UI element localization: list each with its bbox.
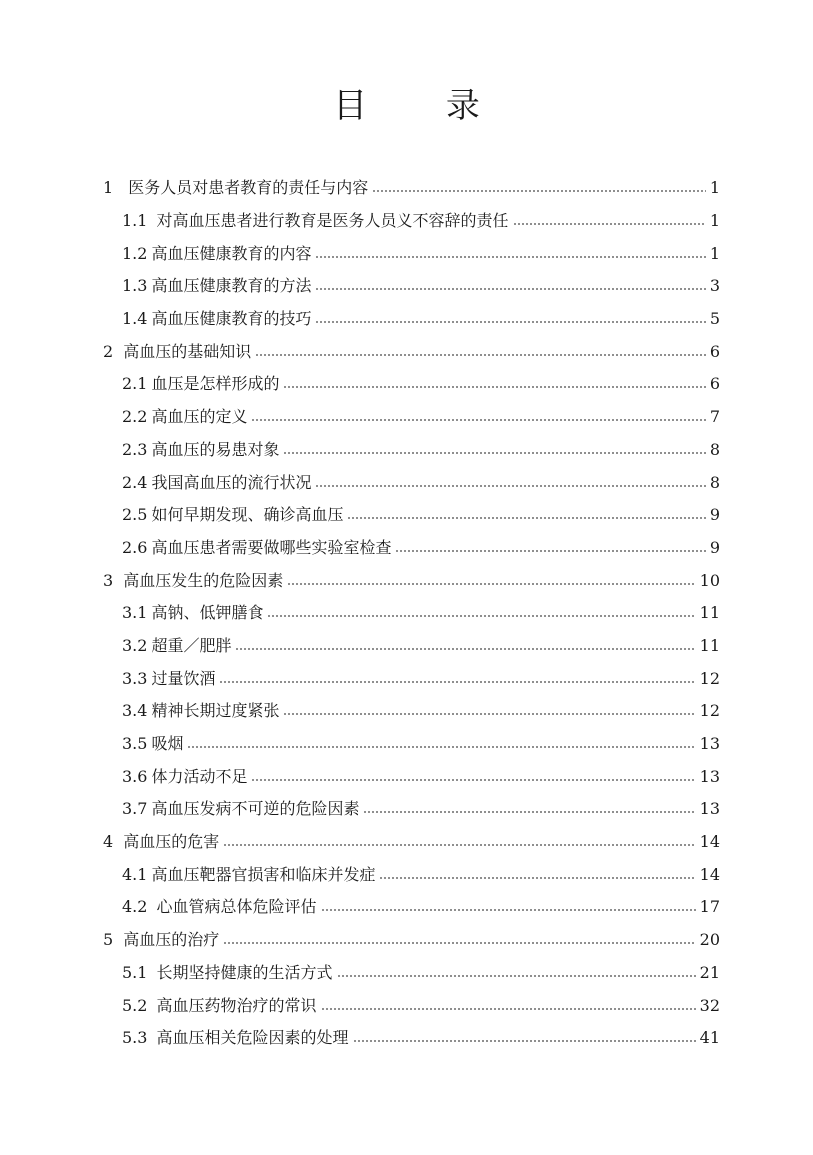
toc-entry-number: 2.6 — [122, 537, 148, 557]
toc-section-entry[interactable] — [0, 401, 720, 434]
toc-entry-title: 高血压健康教育的技巧 — [151, 309, 312, 329]
toc-section-entry[interactable] — [0, 270, 720, 303]
toc-section-entry[interactable] — [0, 728, 720, 761]
toc-entry-number: 5.2 — [122, 995, 153, 1015]
dot-leader — [395, 550, 705, 552]
dot-leader — [363, 811, 695, 813]
dot-leader — [347, 517, 705, 519]
toc-entry-number: 2.1 — [122, 374, 148, 394]
toc-entry-title: 高血压的定义 — [151, 407, 248, 427]
toc-entry-title: 高血压的易患对象 — [151, 439, 280, 459]
toc-page-number: 5 — [709, 309, 720, 329]
toc-entry-number: 2.5 — [122, 505, 148, 525]
toc-page-number: 9 — [709, 505, 720, 525]
toc-entry-title: 高血压药物治疗的常识 — [156, 995, 317, 1015]
toc-entry-title: 长期坚持健康的生活方式 — [156, 962, 333, 982]
toc-page-number: 8 — [709, 472, 720, 492]
toc-section-entry[interactable] — [0, 957, 720, 990]
toc-entry-title: 高钠、低钾膳食 — [151, 603, 264, 623]
toc-entry-title: 对高血压患者进行教育是医务人员义不容辞的责任 — [156, 211, 509, 231]
toc-section-entry[interactable] — [0, 368, 720, 401]
dot-leader — [219, 681, 695, 683]
toc-entry-number: 3.6 — [122, 766, 148, 786]
toc-chapter-entry[interactable] — [0, 564, 720, 597]
toc-entry-number: 5.1 — [122, 962, 153, 982]
toc-page-number: 9 — [709, 537, 720, 557]
toc-entry-number: 4.1 — [122, 864, 148, 884]
toc-entry-number: 4.2 — [122, 897, 153, 917]
toc-entry-title: 高血压患者需要做哪些实验室检查 — [151, 537, 392, 557]
toc-page-number: 10 — [699, 570, 720, 590]
toc-entry-title: 超重／肥胖 — [151, 635, 232, 655]
toc-entry-title: 高血压的治疗 — [123, 930, 220, 950]
toc-chapter-entry[interactable] — [0, 335, 720, 368]
dot-leader — [315, 288, 705, 290]
toc-section-entry[interactable] — [0, 597, 720, 630]
toc-page-number: 6 — [709, 341, 720, 361]
dot-leader — [283, 452, 705, 454]
dot-leader — [315, 485, 705, 487]
toc-entry-number: 2.4 — [122, 472, 148, 492]
toc-entry-title: 我国高血压的流行状况 — [151, 472, 312, 492]
toc-entry-title: 精神长期过度紧张 — [151, 701, 280, 721]
toc-section-entry[interactable] — [0, 760, 720, 793]
toc-entry-number: 1.2 — [122, 243, 148, 263]
toc-page-number: 1 — [709, 178, 720, 198]
toc-entry-number: 3 — [103, 570, 114, 590]
toc-page-number: 17 — [699, 897, 720, 917]
toc-entry-title: 过量饮酒 — [151, 668, 216, 688]
dot-leader — [353, 1040, 696, 1042]
toc-page-number: 21 — [699, 962, 720, 982]
toc-entry-title: 吸烟 — [151, 734, 184, 754]
toc-entry-title: 高血压相关危险因素的处理 — [156, 1028, 349, 1048]
toc-page-number: 41 — [699, 1028, 720, 1048]
toc-page-number: 14 — [699, 832, 720, 852]
toc-entry-number: 3.7 — [122, 799, 148, 819]
toc-entry-number: 3.2 — [122, 635, 148, 655]
toc-chapter-entry[interactable] — [0, 826, 720, 859]
toc-page-number: 3 — [709, 276, 720, 296]
dot-leader — [321, 909, 696, 911]
toc-page-number: 6 — [709, 374, 720, 394]
toc-entry-title: 高血压健康教育的内容 — [151, 243, 312, 263]
toc-entry-title: 体力活动不足 — [151, 766, 248, 786]
toc-section-entry[interactable] — [0, 858, 720, 891]
toc-entry-number: 4 — [103, 832, 114, 852]
toc-entry-number: 1.1 — [122, 211, 153, 231]
toc-page-number: 13 — [699, 766, 720, 786]
toc-page-number: 8 — [709, 439, 720, 459]
dot-leader — [287, 583, 695, 585]
toc-chapter-entry[interactable] — [0, 924, 720, 957]
toc-entry-title: 心血管病总体危险评估 — [156, 897, 317, 917]
toc-entry-number: 2.2 — [122, 407, 148, 427]
toc-section-entry[interactable] — [0, 662, 720, 695]
toc-page-number: 14 — [699, 864, 720, 884]
dot-leader — [223, 844, 695, 846]
toc-entry-title: 血压是怎样形成的 — [151, 374, 280, 394]
toc-page-number: 13 — [699, 734, 720, 754]
toc-entry-number: 1 — [103, 178, 119, 198]
toc-page-number: 1 — [709, 243, 720, 263]
toc-section-entry[interactable] — [0, 891, 720, 924]
toc-page-number: 11 — [699, 603, 720, 623]
dot-leader — [251, 779, 695, 781]
dot-leader — [379, 877, 695, 879]
toc-entry-title: 高血压靶器官损害和临床并发症 — [151, 864, 376, 884]
toc-page-number: 32 — [699, 995, 720, 1015]
toc-page-number: 7 — [709, 407, 720, 427]
table-of-contents — [0, 172, 813, 1055]
toc-section-entry[interactable] — [0, 466, 720, 499]
dot-leader — [283, 386, 705, 388]
toc-section-entry[interactable] — [0, 237, 720, 270]
dot-leader — [315, 256, 705, 258]
toc-entry-title: 如何早期发现、确诊高血压 — [151, 505, 344, 525]
toc-entry-number: 3.1 — [122, 603, 148, 623]
dot-leader — [337, 975, 696, 977]
toc-section-entry[interactable] — [0, 989, 720, 1022]
dot-leader — [513, 223, 706, 225]
toc-section-entry[interactable] — [0, 695, 720, 728]
toc-entry-title: 高血压的基础知识 — [123, 341, 252, 361]
toc-chapter-entry[interactable] — [0, 172, 720, 205]
toc-section-entry[interactable] — [0, 499, 720, 532]
toc-entry-number: 2.3 — [122, 439, 148, 459]
toc-section-entry[interactable] — [0, 793, 720, 826]
toc-entry-number: 3.5 — [122, 734, 148, 754]
dot-leader — [187, 746, 695, 748]
toc-section-entry[interactable] — [0, 434, 720, 467]
toc-section-entry[interactable] — [0, 205, 720, 238]
toc-entry-title: 高血压健康教育的方法 — [151, 276, 312, 296]
toc-page-number: 20 — [699, 930, 720, 950]
toc-entry-title: 医务人员对患者教育的责任与内容 — [128, 178, 369, 198]
toc-entry-number: 3.4 — [122, 701, 148, 721]
toc-entry-number: 3.3 — [122, 668, 148, 688]
toc-entry-number: 1.4 — [122, 309, 148, 329]
toc-entry-number: 5 — [103, 930, 114, 950]
dot-leader — [315, 321, 705, 323]
toc-page-number: 1 — [709, 211, 720, 231]
dot-leader — [235, 648, 695, 650]
toc-page-number: 11 — [699, 635, 720, 655]
dot-leader — [223, 942, 695, 944]
toc-entry-number: 5.3 — [122, 1028, 153, 1048]
page-title: 目 录 — [333, 86, 514, 126]
toc-page-number: 12 — [699, 668, 720, 688]
dot-leader — [283, 713, 695, 715]
toc-entry-number: 2 — [103, 341, 114, 361]
toc-page-number: 12 — [699, 701, 720, 721]
toc-section-entry[interactable] — [0, 532, 720, 565]
dot-leader — [372, 190, 706, 192]
dot-leader — [321, 1008, 696, 1010]
toc-entry-number: 1.3 — [122, 276, 148, 296]
toc-page-number: 13 — [699, 799, 720, 819]
dot-leader — [251, 419, 705, 421]
toc-entry-title: 高血压发病不可逆的危险因素 — [151, 799, 360, 819]
toc-entry-title: 高血压发生的危险因素 — [123, 570, 284, 590]
toc-section-entry[interactable] — [0, 630, 720, 663]
dot-leader — [267, 615, 695, 617]
toc-entry-title: 高血压的危害 — [123, 832, 220, 852]
dot-leader — [255, 354, 706, 356]
toc-section-entry[interactable] — [0, 303, 720, 336]
toc-section-entry[interactable] — [0, 1022, 720, 1055]
